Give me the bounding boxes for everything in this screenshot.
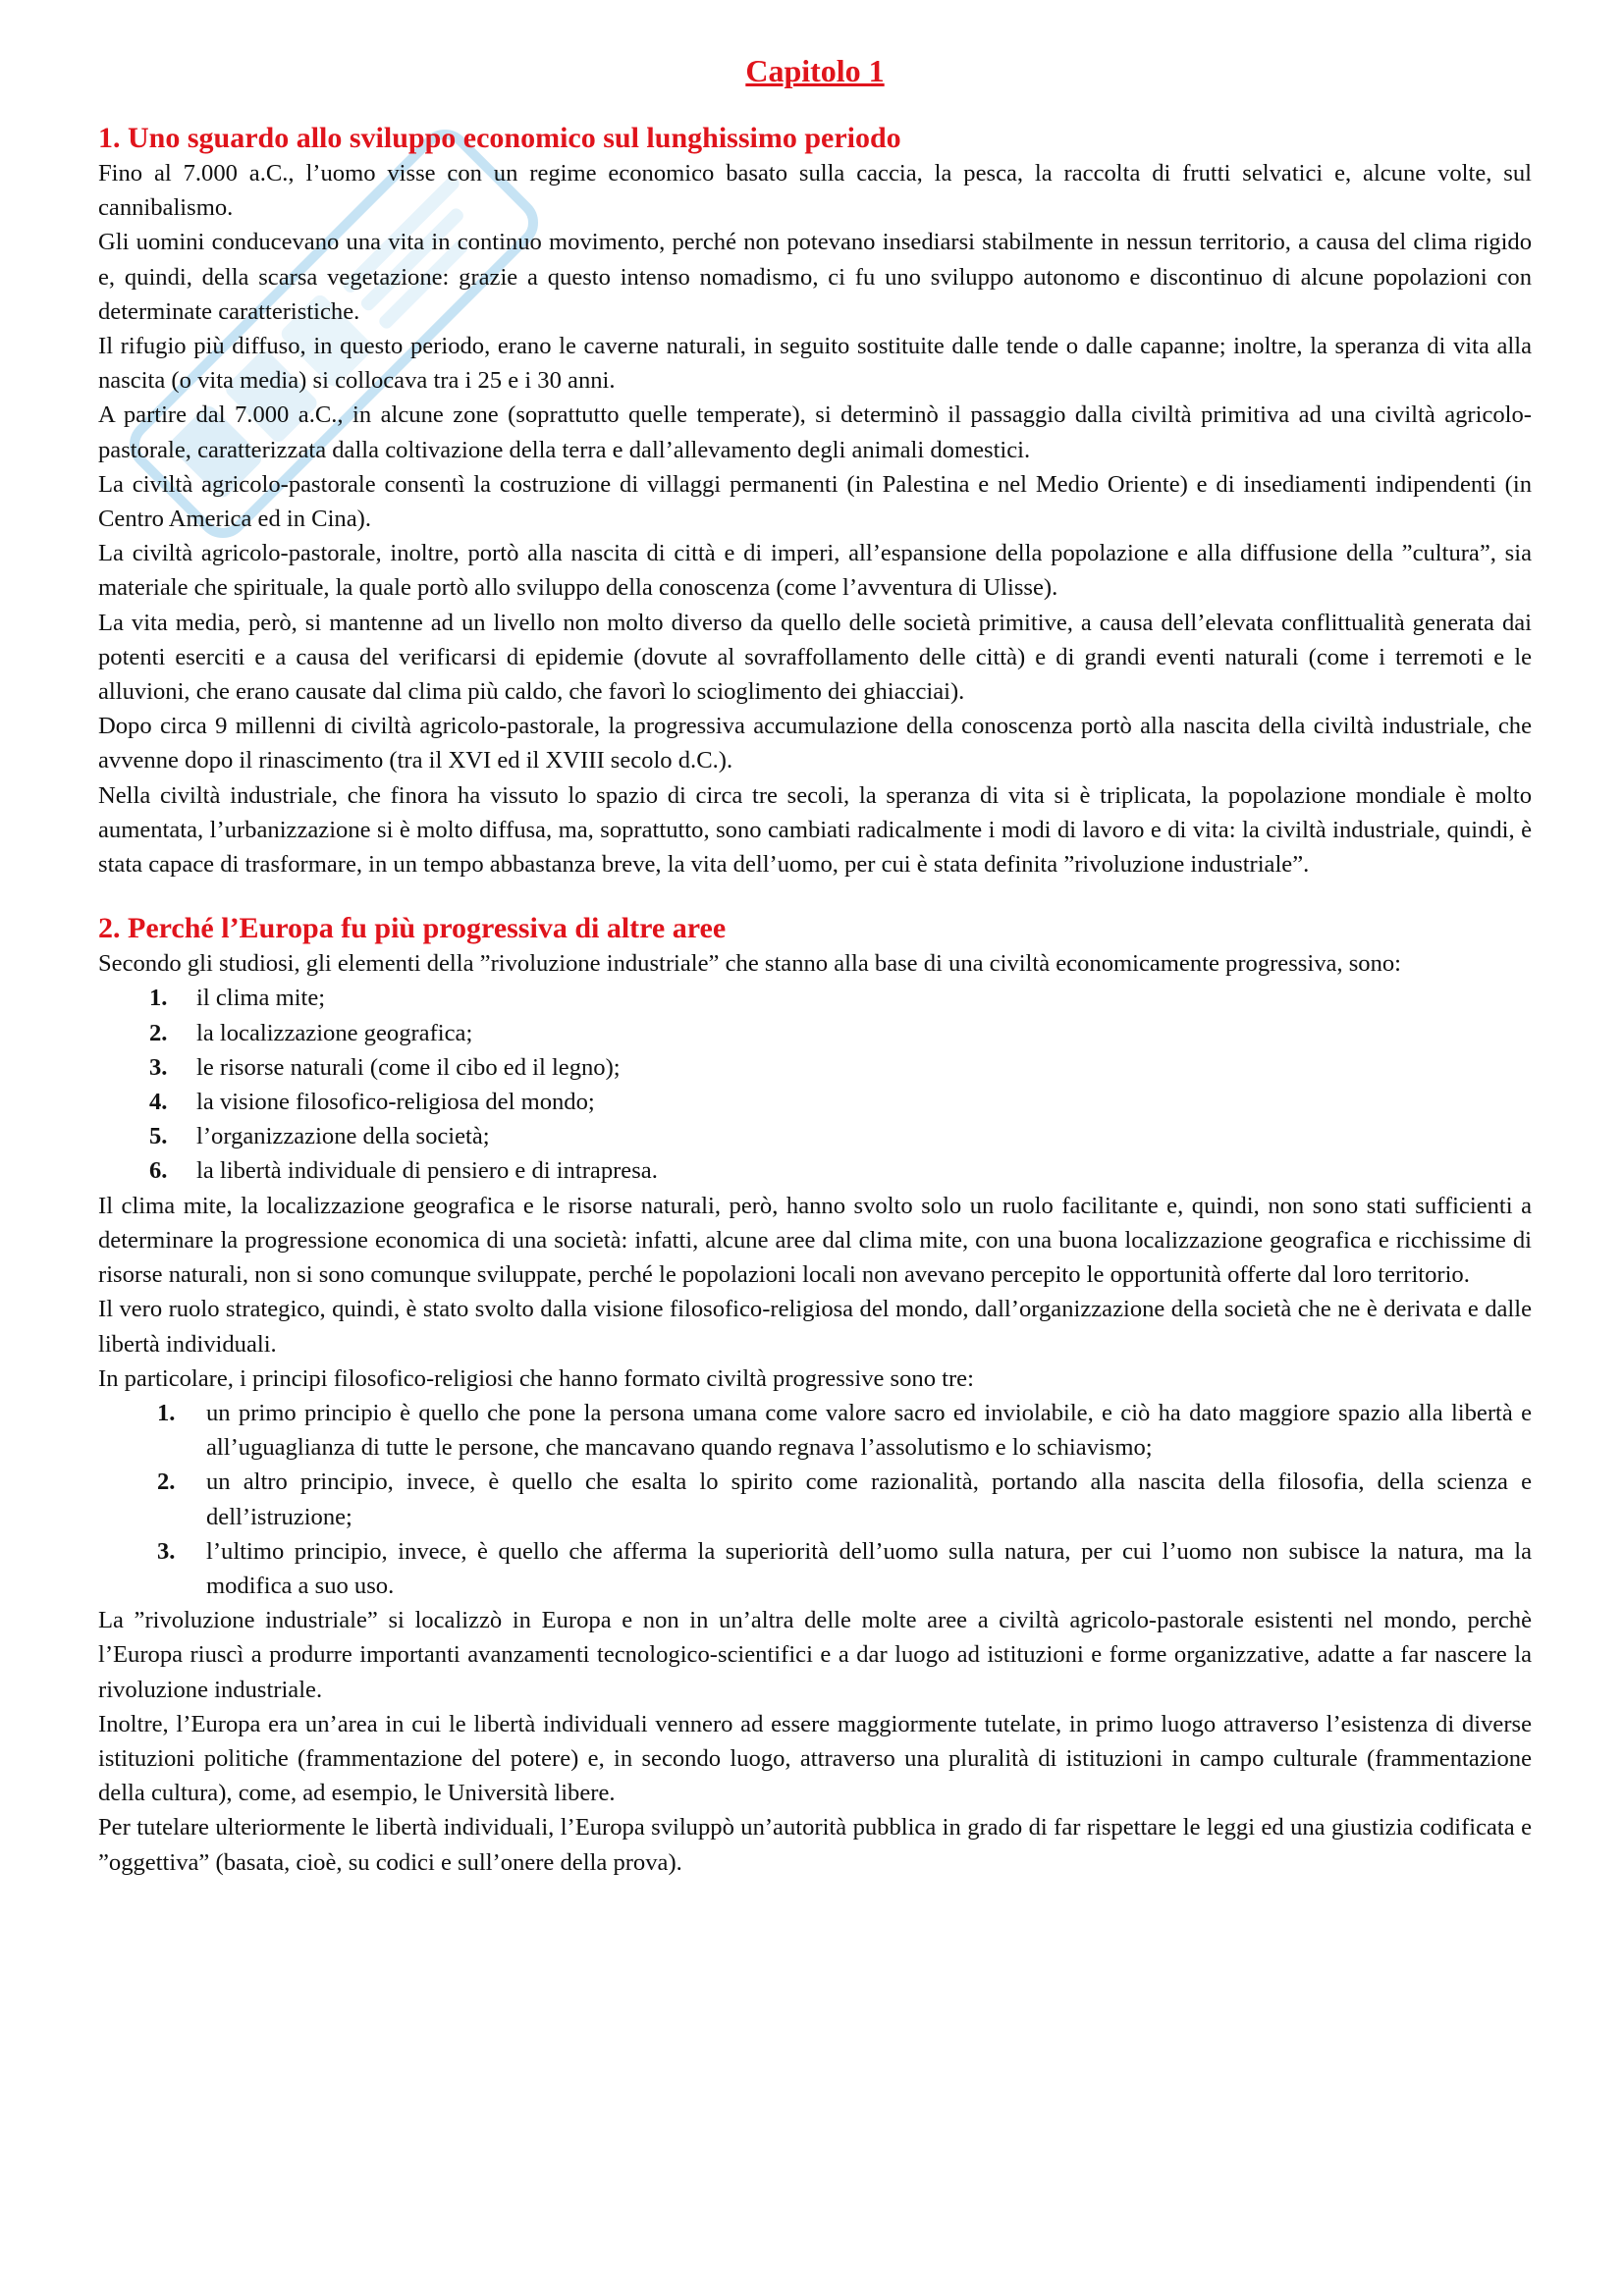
list-number: 4. xyxy=(149,1089,168,1116)
list-text: la visione filosofico-religiosa del mondo; xyxy=(196,1089,595,1116)
list-text: la libertà individuale di pensiero e di intrapresa. xyxy=(196,1157,658,1185)
list-number: 2. xyxy=(149,1019,168,1046)
list-number: 3. xyxy=(157,1537,176,1565)
paragraph: Gli uomini conducevano una vita in continuo movimento, perché non potevano insediarsi stabilmente in nessun territorio, a causa del clima rigido e, quindi, della scarsa vegetazione: grazie a questo intenso nomadismo, ci fu uno sviluppo autonomo e discontinuo di alcune popolazioni con determinate caratteristiche. xyxy=(98,229,1532,325)
list-number: 3. xyxy=(149,1053,168,1081)
list-item xyxy=(98,1396,1532,1465)
paragraph: In particolare, i principi filosofico-religiosi che hanno formato civiltà progressive sono tre: xyxy=(98,1364,974,1392)
list-item xyxy=(98,1050,1532,1085)
paragraph: La civiltà agricolo-pastorale, inoltre, portò alla nascita di città e di imperi, all’espansione della popolazione e alla diffusione della ”cultura”, sia materiale che spirituale, la quale portò allo sviluppo della conoscenza (come l’avventura di Ulisse). xyxy=(98,540,1532,602)
paragraph: Dopo circa 9 millenni di civiltà agricolo-pastorale, la progressiva accumulazione della conoscenza portò alla nascita della civiltà industriale, che avvenne dopo il rinascimento (tra il XVI ed il XVIII secolo d.C.). xyxy=(98,713,1532,774)
paragraph: Nella civiltà industriale, che finora ha vissuto lo spazio di circa tre secoli, la speranza di vita si è triplicata, la popolazione mondiale è molto aumentata, l’urbanizzazione si è molto diffusa, ma, soprattutto, sono cambiati radicalmente i modi di lavoro e di vita: la civiltà industriale, quindi, è stata capace di trasformare, in un tempo abbastanza breve, la vita dell’uomo, per cui è stata definita ”rivoluzione industriale”. xyxy=(98,781,1532,879)
paragraph: La vita media, però, si mantenne ad un livello non molto diverso da quello delle società primitive, a causa dell’elevata conflittualità generata dai potenti eserciti e a causa del verificarsi di epidemie (dovute al sovraffollamento delle città) e di grandi eventi naturali (come i terremoti e le alluvioni, che erano causate dal clima più caldo, che favorì lo scioglimento dei ghiacciai). xyxy=(98,609,1532,706)
list-item xyxy=(98,1119,1532,1153)
list-number: 2. xyxy=(157,1468,176,1496)
paragraph: Il rifugio più diffuso, in questo periodo, erano le caverne naturali, in seguito sostituite dalle tende o dalle capanne; inoltre, la speranza di vita alla nascita (o vita media) si collocava tra i 25 e i 30 anni. xyxy=(98,333,1532,395)
list-item xyxy=(98,1016,1532,1050)
section-1-title: 1. Uno sguardo allo sviluppo economico sul lunghissimo periodo xyxy=(98,122,901,154)
list-text: l’ultimo principio, invece, è quello che afferma la superiorità dell’uomo sulla natura, per cui l’uomo non subisce la natura, ma la modifica a suo uso. xyxy=(206,1537,1532,1599)
paragraph: Secondo gli studiosi, gli elementi della ”rivoluzione industriale” che stanno alla base di una civiltà economicamente progressiva, sono: xyxy=(98,950,1402,978)
list-item xyxy=(98,1465,1532,1533)
list-number: 5. xyxy=(149,1123,168,1150)
list-text: il clima mite; xyxy=(196,985,326,1012)
paragraph: Per tutelare ulteriormente le libertà individuali, l’Europa sviluppò un’autorità pubblica in grado di far rispettare le leggi ed una giustizia codificata e ”oggettiva” (basata, cioè, su codici e sull’onere della prova). xyxy=(98,1814,1532,1876)
list-text: l’organizzazione della società; xyxy=(196,1123,490,1150)
list-text: le risorse naturali (come il cibo ed il legno); xyxy=(196,1053,621,1081)
chapter-title: Capitolo 1 xyxy=(745,53,885,88)
list-text: un altro principio, invece, è quello che esalta lo spirito come razionalità, portando alla nascita della filosofia, della scienza e dell’istruzione; xyxy=(206,1468,1532,1530)
elements-list xyxy=(98,981,1532,1188)
list-item xyxy=(98,981,1532,1015)
list-item xyxy=(98,1534,1532,1603)
document-page xyxy=(98,49,1532,1880)
paragraph: La ”rivoluzione industriale” si localizzò in Europa e non in un’altra delle molte aree a civiltà agricolo-pastorale esistenti nel mondo, perchè l’Europa riuscì a produrre importanti avanzamenti tecnologico-scientifici e a dar luogo ad istituzioni e forme organizzative, adatte a far nascere la rivoluzione industriale. xyxy=(98,1607,1532,1703)
paragraph: Il vero ruolo strategico, quindi, è stato svolto dalla visione filosofico-religiosa del mondo, dall’organizzazione della società che ne è derivata e dalle libertà individuali. xyxy=(98,1296,1532,1358)
paragraph: Il clima mite, la localizzazione geografica e le risorse naturali, però, hanno svolto solo un ruolo facilitante e, quindi, non sono stati sufficienti a determinare la progressione economica di una società: infatti, alcune aree dal clima mite, con una buona localizzazione geografica e ricchissime di risorse naturali, non si sono comunque sviluppate, perché le popolazioni locali non avevano percepito le opportunità offerte dal loro territorio. xyxy=(98,1192,1532,1289)
section-1-body xyxy=(98,156,1532,881)
list-number: 1. xyxy=(149,985,168,1012)
list-text: la localizzazione geografica; xyxy=(196,1019,473,1046)
paragraph: Fino al 7.000 a.C., l’uomo visse con un regime economico basato sulla caccia, la pesca, la raccolta di frutti selvatici e, alcune volte, sul cannibalismo. xyxy=(98,160,1532,222)
list-item xyxy=(98,1153,1532,1188)
list-number: 6. xyxy=(149,1157,168,1185)
section-2-body xyxy=(98,946,1532,1879)
paragraph: A partire dal 7.000 a.C., in alcune zone (soprattutto quelle temperate), si determinò il passaggio dalla civiltà primitiva ad una civiltà agricolo-pastorale, caratterizzata dalla coltivazione della terra e dall’allevamento degli animali domestici. xyxy=(98,401,1532,463)
paragraph: La civiltà agricolo-pastorale consentì la costruzione di villaggi permanenti (in Palestina e nel Medio Oriente) e di insediamenti indipendenti (in Centro America ed in Cina). xyxy=(98,470,1532,533)
list-item xyxy=(98,1085,1532,1119)
principles-list xyxy=(98,1396,1532,1603)
list-text: un primo principio è quello che pone la persona umana come valore sacro ed inviolabile, e ciò ha dato maggiore spazio alla libertà e all’uguaglianza di tutte le persone, che mancavano quando regnava l’assolutismo e lo schiavismo; xyxy=(206,1399,1532,1462)
list-number: 1. xyxy=(157,1399,176,1426)
section-2-title: 2. Perché l’Europa fu più progressiva di altre aree xyxy=(98,912,727,945)
paragraph: Inoltre, l’Europa era un’area in cui le libertà individuali vennero ad essere maggiormente tutelate, in primo luogo attraverso l’esistenza di diverse istituzioni politiche (frammentazione del potere) e, in secondo luogo, attraverso una pluralità di istituzioni in campo culturale (frammentazione della cultura), come, ad esempio, le Università libere. xyxy=(98,1710,1532,1807)
